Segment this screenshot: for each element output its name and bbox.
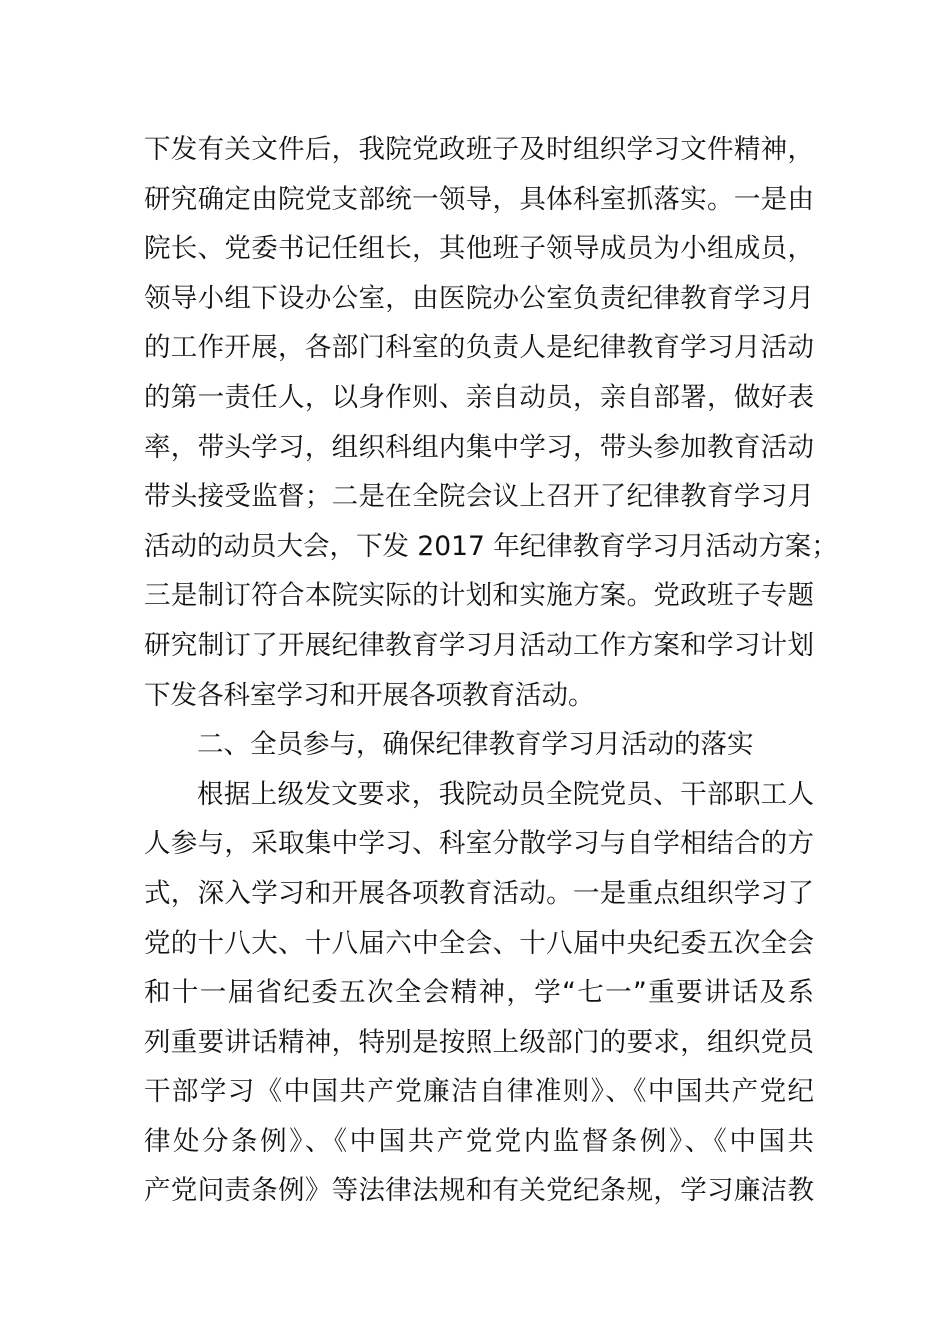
text-line: 党的十八大、十八届六中全会、十八届中央纪委五次全会 [144,927,814,959]
section-heading: 二、全员参与，确保纪律教育学习月活动的落实 [197,729,754,761]
text-line: 人参与，采取集中学习、科室分散学习与自学相结合的方 [144,828,814,860]
text-line: 的工作开展，各部门科室的负责人是纪律教育学习月活动 [144,332,814,364]
paragraph-work-arrangement [144,125,838,720]
text-line: 院长、党委书记任组长，其他班子领导成员为小组成员， [144,233,814,265]
text-line: 三是制订符合本院实际的计划和实施方案。党政班子专题 [144,580,814,612]
text-line: 律处分条例》、《中国共产党党内监督条例》、《中国共 [144,1125,814,1157]
text-line: 活动的动员大会，下发 2017 年纪律教育学习月活动方案； [144,530,838,562]
text-line: 下发各科室学习和开展各项教育活动。 [144,679,595,711]
text-line: 根据上级发文要求，我院动员全院党员、干部职工人 [197,778,814,810]
text-line: 研究确定由院党支部统一领导，具体科室抓落实。一是由 [144,183,814,215]
text-line: 带头接受监督；二是在全院会议上召开了纪律教育学习月 [144,481,814,513]
text-line: 研究制订了开展纪律教育学习月活动工作方案和学习计划 [144,629,814,661]
text-line: 下发有关文件后，我院党政班子及时组织学习文件精神， [144,134,814,165]
paragraph-full-participation [144,770,814,1216]
text-line: 和十一届省纪委五次全会精神，学“七一”重要讲话及系 [144,977,814,1009]
text-line: 率，带头学习，组织科组内集中学习，带头参加教育活动 [144,431,814,463]
text-line: 领导小组下设办公室，由医院办公室负责纪律教育学习月 [144,282,814,314]
text-line: 式，深入学习和开展各项教育活动。一是重点组织学习了 [144,877,814,909]
text-line: 干部学习《中国共产党廉洁自律准则》、《中国共产党纪 [144,1076,814,1108]
text-line: 列重要讲话精神，特别是按照上级部门的要求，组织党员 [144,1026,814,1058]
text-line: 产党问责条例》等法律法规和有关党纪条规，学习廉洁教 [144,1175,814,1207]
document-body [144,125,838,1216]
text-line: 的第一责任人，以身作则、亲自动员，亲自部署，做好表 [144,381,814,413]
